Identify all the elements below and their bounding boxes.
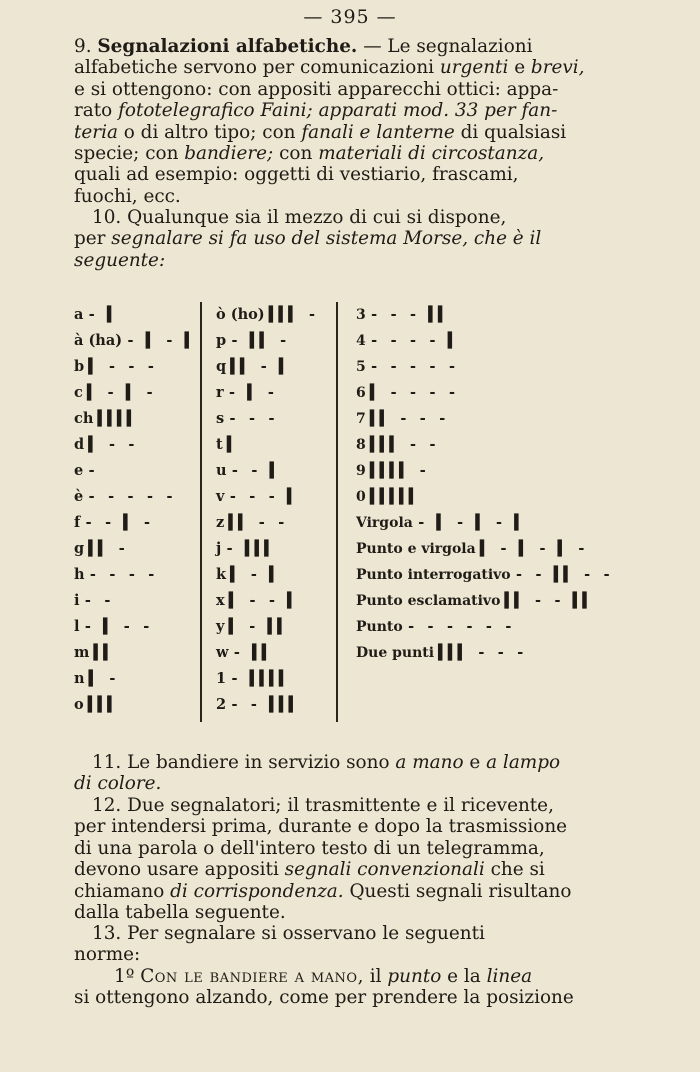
morse-row (74, 562, 194, 588)
morse-label: m (74, 644, 90, 661)
morse-row (356, 354, 612, 380)
morse-label: 7 (356, 411, 366, 427)
s12-line (74, 795, 636, 816)
morse-code: - - ▌▌ - - (514, 567, 612, 583)
morse-column-2 (216, 302, 317, 718)
morse-row (356, 510, 612, 536)
morse-label: à (ha) (74, 332, 123, 349)
morse-row (216, 536, 317, 562)
morse-row (74, 458, 194, 484)
s13-italic: punto (387, 965, 442, 987)
s9-line (74, 100, 636, 121)
s12-text: 12. Due segnalatori; il trasmittente e il ricevente, (92, 795, 554, 816)
morse-label: Due punti (356, 645, 435, 661)
morse-row (74, 640, 194, 666)
morse-code: ▌▌ - (88, 541, 128, 557)
morse-code: - ▌ - ▌ (126, 333, 195, 349)
s9-line (74, 164, 636, 185)
s11-italic: di colore. (74, 773, 162, 795)
morse-label: t (216, 436, 223, 453)
morse-row (74, 406, 194, 432)
morse-code: - ▌ (87, 307, 117, 323)
morse-code: ▌▌▌ (87, 697, 117, 713)
morse-code: - - ▌ (230, 463, 280, 479)
s13-line (74, 923, 636, 944)
page-number: — 395 — (303, 6, 397, 28)
s9-italic: teria (74, 121, 118, 143)
morse-code: ▌▌ (93, 645, 113, 661)
s12-text: di una parola o dell'intero testo di un telegramma, (74, 837, 545, 859)
morse-label: k (216, 566, 227, 583)
morse-label: r (216, 384, 224, 401)
s12-line (74, 859, 636, 880)
morse-row (74, 380, 194, 406)
s9-line (74, 36, 636, 57)
s11-italic: a mano (395, 752, 464, 773)
morse-row (356, 484, 612, 510)
morse-code: - ▌▌▌ (225, 541, 274, 557)
morse-label: 0 (356, 489, 366, 505)
morse-label: s (216, 410, 225, 427)
morse-row (74, 692, 194, 718)
s13-smallcaps: Con le bandiere a mano, (140, 965, 364, 987)
morse-row (356, 640, 612, 666)
morse-label: Virgola (356, 515, 413, 531)
morse-label: w (216, 644, 229, 661)
s10-italic: segnalare si fa uso del sistema Morse, che è il (111, 228, 542, 250)
s12-italic: di corrispondenza. (170, 880, 344, 902)
s9-text: con (273, 143, 319, 165)
s11-text: e (463, 752, 487, 773)
morse-row (356, 302, 612, 328)
morse-column-3 (356, 302, 612, 666)
morse-row (74, 614, 194, 640)
morse-row (356, 614, 612, 640)
s9-italic: urgenti (439, 57, 509, 79)
morse-row (74, 536, 194, 562)
s10-text: per (74, 228, 112, 250)
morse-code: ▌ (226, 437, 237, 453)
morse-label: v (216, 488, 225, 505)
morse-label: f (74, 514, 81, 531)
s12-text: chiamano (74, 880, 171, 902)
morse-row (356, 458, 612, 484)
morse-code: ▌▌▌ - (268, 307, 318, 323)
morse-code: ▌▌ - - ▌▌ (504, 593, 592, 609)
morse-code: ▌▌▌ - - - (438, 645, 526, 661)
s9-italic: bandiere; (184, 143, 274, 165)
morse-code: - ▌▌ (232, 645, 272, 661)
morse-code: ▌▌▌▌ (97, 411, 137, 427)
s12-text: Questi segnali risultano (343, 880, 572, 902)
s10-line (74, 228, 636, 249)
morse-label: è (74, 488, 84, 505)
s13-text: si ottengono alzando, come per prendere la posizione (74, 987, 574, 1009)
morse-code: ▌▌▌▌▌ (369, 489, 419, 505)
morse-label: 1 (216, 670, 227, 687)
s10-line (74, 207, 636, 228)
s9-italic: materiali di circostanza, (318, 143, 545, 165)
s10-italic: seguente: (74, 249, 166, 271)
morse-row (216, 380, 317, 406)
morse-row (356, 380, 612, 406)
morse-row (216, 510, 317, 536)
morse-label: i (74, 592, 80, 609)
s9-line (74, 186, 636, 207)
morse-code: - ▌▌▌▌ (230, 671, 289, 687)
s13-line (74, 966, 636, 987)
s12-text: dalla tabella seguente. (74, 902, 286, 924)
morse-label: j (216, 540, 222, 557)
morse-row (74, 588, 194, 614)
morse-label: Punto interrogativo (356, 567, 511, 583)
section-9-paragraph (74, 36, 636, 207)
s9-text: quali ad esempio: oggetti di vestiario, frascami, (74, 164, 519, 186)
morse-row (216, 458, 317, 484)
morse-label: a (74, 306, 84, 323)
morse-code: ▌ - ▌ - ▌ - (479, 541, 587, 557)
s9-text: o di altro tipo; con (117, 121, 302, 143)
morse-row (216, 588, 317, 614)
morse-code: ▌ - - - - (369, 385, 458, 401)
morse-row (74, 510, 194, 536)
morse-label: 5 (356, 359, 366, 375)
s10-line (74, 250, 636, 271)
section-13-paragraph (74, 923, 636, 1009)
s13-text: e la (441, 965, 487, 987)
morse-row (74, 328, 194, 354)
morse-label: g (74, 540, 85, 557)
morse-label: 8 (356, 437, 366, 453)
morse-label: z (216, 514, 225, 531)
s12-text: devono usare appositi (74, 859, 285, 881)
morse-code: ▌ - - - (88, 359, 157, 375)
morse-row (216, 562, 317, 588)
s9-line (74, 122, 636, 143)
morse-label: 2 (216, 696, 227, 713)
morse-code: - (87, 463, 97, 479)
morse-code: ▌ - - (88, 437, 137, 453)
s12-italic: segnali convenzionali (284, 859, 485, 881)
morse-row (356, 406, 612, 432)
morse-row (216, 484, 317, 510)
s9-text: 9. (74, 36, 98, 57)
morse-label: ò (ho) (216, 306, 265, 323)
s9-line (74, 57, 636, 78)
s9-italic: brevi, (530, 57, 585, 79)
s9-text: di qualsiasi (454, 121, 567, 143)
morse-row (356, 536, 612, 562)
s12-line (74, 902, 636, 923)
morse-column-1 (74, 302, 194, 718)
s11-line (74, 752, 636, 773)
s9-text: — Le segnalazioni (357, 36, 533, 57)
morse-row (356, 432, 612, 458)
morse-row (74, 666, 194, 692)
morse-row (216, 666, 317, 692)
s9-text: rato (74, 100, 119, 122)
morse-label: Punto esclamativo (356, 593, 501, 609)
s12-line (74, 838, 636, 859)
morse-label: 6 (356, 385, 366, 401)
s13-line (74, 987, 636, 1008)
morse-label: b (74, 358, 85, 375)
morse-code: - - - - - (369, 359, 458, 375)
section-10-paragraph (74, 207, 636, 271)
morse-code: ▌▌ - ▌ (230, 359, 289, 375)
s9-heading: Segnalazioni alfabetiche. (97, 36, 358, 57)
morse-code: - - - (228, 411, 277, 427)
morse-code: - ▌ - ▌ - ▌ (416, 515, 524, 531)
morse-label: h (74, 566, 85, 583)
column-divider (336, 302, 338, 722)
morse-row (216, 328, 317, 354)
s9-text: fuochi, ecc. (74, 185, 181, 207)
morse-label: Punto (356, 619, 403, 635)
section-12-paragraph (74, 795, 636, 923)
s9-italic: fanali e lanterne (301, 121, 455, 143)
morse-code: - - - ▌▌ (369, 307, 448, 323)
morse-row (74, 302, 194, 328)
morse-row (356, 328, 612, 354)
morse-row (216, 432, 317, 458)
morse-label: x (216, 592, 225, 609)
morse-label: d (74, 436, 85, 453)
s9-text: alfabetiche servono per comunicazioni (74, 57, 440, 79)
morse-label: y (216, 618, 225, 635)
morse-row (356, 588, 612, 614)
s9-text: e (508, 57, 531, 79)
morse-row (74, 484, 194, 510)
s10-text: 10. Qualunque sia il mezzo di cui si dispone, (92, 207, 507, 228)
s11-italic: a lampo (486, 752, 561, 773)
morse-code: ▌▌▌▌ - (369, 463, 429, 479)
morse-row (356, 562, 612, 588)
s12-text: per intendersi prima, durante e dopo la trasmissione (74, 816, 568, 838)
morse-row (216, 692, 317, 718)
morse-label: e (74, 462, 84, 479)
morse-code: ▌ - ▌▌ (228, 619, 287, 635)
s13-text: 1º (114, 965, 141, 987)
morse-code: ▌▌▌ - - (369, 437, 438, 453)
morse-label: ch (74, 410, 94, 427)
morse-code: ▌ - (88, 671, 118, 687)
column-divider (200, 302, 202, 722)
s9-text: specie; con (74, 143, 185, 165)
morse-label: q (216, 358, 227, 375)
s11-text: 11. Le bandiere in servizio sono (92, 752, 396, 773)
morse-label: Punto e virgola (356, 541, 476, 557)
s13-text: norme: (74, 944, 141, 966)
morse-label: o (74, 696, 84, 713)
s12-text: che si (484, 859, 545, 881)
morse-code: ▌ - - ▌ (228, 593, 297, 609)
section-11-paragraph (74, 752, 636, 795)
morse-label: p (216, 332, 227, 349)
morse-code: - ▌ - (227, 385, 277, 401)
s11-line (74, 773, 636, 794)
morse-code: - - - - (88, 567, 157, 583)
s9-line (74, 79, 636, 100)
morse-code: ▌▌ - - (228, 515, 287, 531)
morse-label: 4 (356, 333, 366, 349)
s13-line (74, 944, 636, 965)
s9-text: e si ottengono: con appositi apparecchi ottici: appa- (74, 78, 559, 100)
morse-row (74, 432, 194, 458)
morse-label: 3 (356, 307, 366, 323)
morse-row (216, 354, 317, 380)
morse-code: - - (83, 593, 113, 609)
s13-text: il (363, 965, 388, 987)
morse-row (216, 640, 317, 666)
morse-code: - - - ▌ (228, 489, 297, 505)
s13-italic: linea (486, 965, 533, 987)
s9-italic: fototelegrafico Faini; apparati mod. 33 per fan- (118, 100, 558, 122)
morse-label: c (74, 384, 83, 401)
morse-code: ▌▌ - - - (369, 411, 448, 427)
morse-row (74, 354, 194, 380)
s9-line (74, 143, 636, 164)
s12-line (74, 816, 636, 837)
morse-label: l (74, 618, 80, 635)
morse-code: ▌ - ▌ (230, 567, 279, 583)
s12-line (74, 881, 636, 902)
morse-label: n (74, 670, 85, 687)
morse-code: - - ▌▌▌ (230, 697, 299, 713)
morse-row (216, 302, 317, 328)
morse-code: - - - - - - (406, 619, 514, 635)
morse-code: - ▌ - - (83, 619, 152, 635)
morse-code: - - - - - (87, 489, 175, 505)
morse-label: u (216, 462, 227, 479)
s13-text: 13. Per segnalare si osservano le seguenti (92, 923, 485, 944)
morse-code: - ▌▌ - (230, 333, 289, 349)
morse-row (216, 406, 317, 432)
morse-row (216, 614, 317, 640)
morse-code: - - ▌ - (84, 515, 153, 531)
morse-code: - - - - ▌ (369, 333, 458, 349)
morse-label: 9 (356, 463, 366, 479)
morse-code: ▌ - ▌ - (86, 385, 155, 401)
morse-table (74, 302, 634, 722)
